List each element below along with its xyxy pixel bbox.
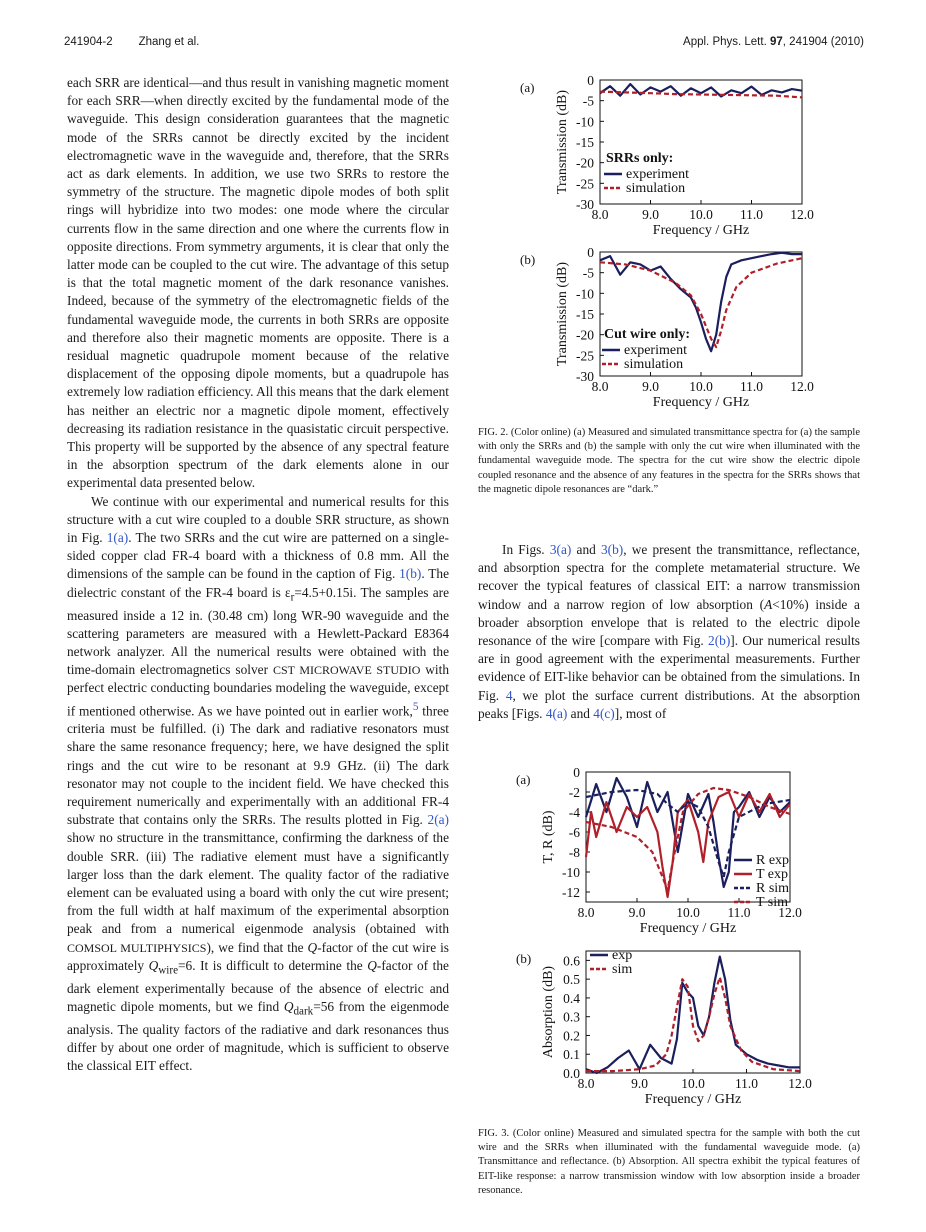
fig2a-y-axis-label: Transmission (dB) [555, 89, 570, 195]
fig2a-ytick-label: -20 [576, 155, 594, 171]
fig2b-legend-entry: simulation [624, 357, 684, 372]
fig4-link[interactable]: 4 [505, 687, 513, 703]
fig2b-legend-entry: experiment [624, 343, 687, 358]
fig1b-link[interactable]: 1(b) [399, 566, 422, 582]
fig3a-y-axis-label: T, R (dB) [541, 810, 556, 864]
fig2b-ytick-label: -30 [576, 369, 594, 384]
fig2b-ytick-label: -20 [576, 327, 594, 343]
fig3a-xtick-label: 9.0 [628, 905, 646, 920]
fig3a-ytick-label: -2 [568, 785, 580, 800]
fig2b-link[interactable]: 2(b) [708, 633, 731, 649]
figure-3 [512, 762, 836, 1115]
fig2a-ytick-label: -5 [582, 93, 594, 109]
fig2a-xtick-label: 12.0 [790, 207, 814, 222]
fig3-caption-block [478, 1127, 860, 1198]
fig2a-ytick-label: 0 [587, 74, 594, 88]
fig2a-xtick-label: 11.0 [739, 207, 764, 222]
fig2b-chart [516, 244, 836, 412]
fig1a-link[interactable]: 1(a) [106, 530, 129, 546]
fig3b-ytick-label: 0.5 [563, 972, 580, 988]
fig3b-xtick-label: 10.0 [681, 1076, 705, 1091]
page-id: 241904-2 [64, 36, 113, 48]
fig2b-xtick-label: 11.0 [739, 379, 764, 394]
fig3b-ytick-label: 0.2 [563, 1028, 580, 1044]
fig2a-link[interactable]: 2(a) [427, 812, 449, 828]
cst-software-name: CST MICROWAVE STUDIO [272, 663, 421, 678]
fig3a-ytick-label: -10 [562, 865, 580, 880]
fig2a-legend-entry: experiment [626, 167, 689, 182]
running-header-left [64, 36, 199, 48]
fig2b-y-axis-label: Transmission (dB) [555, 261, 570, 367]
fig3b-legend-entry: exp [612, 948, 633, 963]
fig3b-ytick-label: 0.6 [563, 953, 580, 969]
fig2b-legend-title: Cut wire only: [604, 327, 691, 342]
running-header-right: Appl. Phys. Lett. 97, 241904 (2010) [683, 36, 864, 48]
fig2b-xtick-label: 10.0 [689, 379, 713, 394]
fig3b-ytick-label: 0.4 [563, 990, 580, 1006]
fig3b-y-axis-label: Absorption (dB) [541, 965, 556, 1059]
journal-name: Appl. Phys. Lett. [683, 36, 767, 48]
paragraph-eit-results: In Figs. 3(a) and 3(b), we present the transmittance, reflectance, and absorption spectra for the complete metamaterial structure. We recover the typical features of classical EIT: a narrow transmission window and a narrow region of low absorption (A<10%) inside a broader absorption envelope that is related to the electric dipole resonance of the wire [compare with Fig. 2(b)]. Our numerical results are in good agreement with the experimental measurements. Further evidence of EIT-like behavior can be obtained from the simulations. In Fig. 4, we plot the surface current distributions. At the absorption peaks [Figs. 4(a) and 4(c)], most of [478, 542, 860, 721]
article-number: 241904 [789, 36, 828, 48]
fig3b-panel-label: (b) [516, 951, 532, 966]
author-line: Zhang et al. [138, 36, 200, 48]
fig2b-xtick-label: 12.0 [790, 379, 814, 394]
fig3a-ytick-label: -12 [562, 885, 580, 900]
fig3b-xtick-label: 12.0 [788, 1076, 812, 1091]
fig3b-xtick-label: 8.0 [577, 1076, 595, 1091]
comsol-software-name: COMSOL MULTIPHYSICS [67, 940, 207, 955]
paragraph-experiment: We continue with our experimental and numerical results for this structure with a cut wire coupled to a double SRR structure, as shown in Fig. 1(a). The two SRRs and the cut wire are patterned on a single-sided copper clad FR-4 board with a thickness of 0.8 mm. All the dimensions of the sample can be found in the caption of Fig. 1(b). The dielectric constant of the FR-4 board is $\varepsilon_r=4.5+0.15i$. The samples are measured inside a 12 in. (30.48 cm) long WR-90 waveguide and the scattering parameters are measured with a Hewlett-Packard E8364 network analyzer. All the numerical results were obtained with the time-domain electromagnetics solver CST MICROWAVE STUDIO with perfect electric conducting boundaries modeling the waveguide, except if mentioned otherwise. As we have pointed out in earlier work,$^5$ three criteria must be fulfilled. (i) The dark and radiative resonators must share the same resonance frequency; here, we have designed the split rings and the cut wire to be resonant at 9.9 GHz. (ii) The dark resonator may not couple to the incident field. We have checked this requirement numerically and experimentally with an additional FR-4 substrate that contains only the SRRs. The results plotted in Fig. 2(a) show no structure in the transmittance, confirming the darkness of the double SRR. (iii) The radiative element must have a significantly larger loss than the dark element. The quality factor of the radiative element can be evaluated using a board with only the cut wire present; from the full width at half maximum of the experimental absorption peak and from a numerical eigenmode analysis (obtained with COMSOL MULTIPHYSICS), we find that the Q-factor of the cut wire is approximately $Q_{wire}=6$. It is difficult to determine the Q-factor of the dark element experimentally because of the absence of electric and magnetic dipole moments, but we find $Q_{dark}=56$ from the eigenmode analysis. The quality factors of the radiative and dark resonances thus differ by about one order of magnitude, which is sufficient to observe the classical EIT effect. [67, 493, 449, 1074]
right-column-text [478, 541, 860, 723]
figure-2 [516, 74, 836, 412]
fig2b-ytick-label: -25 [576, 348, 594, 364]
fig3-caption: FIG. 3. (Color online) Measured and simulated spectra for the sample with both the cut wire and the SRRs when illuminated with the fundamental waveguide mode. (a) Transmittance and reflectance. (b) Absorption. All spectra exhibit the typical features of EIT-like response: a narrow transmission window with low absorption inside a broader resonance. [478, 1128, 860, 1196]
fig2a-xtick-label: 8.0 [591, 207, 609, 222]
fig3a-ytick-label: 0 [573, 765, 580, 780]
fig3a-xtick-label: 10.0 [676, 905, 700, 920]
fig3b-ytick-label: 0.1 [563, 1047, 580, 1063]
fig3a-legend-entry: R exp [756, 853, 790, 868]
fig3a-legend-entry: T sim [756, 895, 789, 910]
fig2a-ytick-label: -30 [576, 197, 594, 212]
fig2a-ytick-label: -25 [576, 176, 594, 192]
fig2b-ytick-label: -10 [576, 286, 594, 302]
fig3a-panel-label: (a) [516, 772, 531, 787]
fig3a-xtick-label: 11.0 [727, 905, 751, 920]
fig3a-legend-entry: T exp [756, 867, 789, 882]
fig3b-x-axis-label: Frequency / GHz [644, 1092, 742, 1107]
fig2a-ytick-label: -15 [576, 135, 594, 150]
fig3a-link[interactable]: 3(a) [549, 542, 572, 557]
fig3b-legend-entry: sim [612, 962, 633, 977]
volume-number: 97 [769, 36, 783, 48]
fig2b-x-axis-label: Frequency / GHz [652, 395, 750, 410]
fig3a-x-axis-label: Frequency / GHz [639, 921, 737, 936]
fig2a-x-axis-label: Frequency / GHz [652, 223, 750, 238]
fig4c-link[interactable]: 4(c) [593, 705, 615, 721]
fig2b-xtick-label: 8.0 [591, 379, 609, 394]
left-column [67, 74, 449, 1075]
fig3a-legend-entry: R sim [756, 881, 790, 896]
fig2b-ytick-label: -5 [582, 265, 594, 281]
fig3a-chart [512, 762, 836, 940]
fig3a-ytick-label: -6 [568, 825, 580, 840]
year: (2010) [830, 36, 864, 48]
fig2b-panel-label: (b) [520, 252, 536, 267]
fig3b-xtick-label: 11.0 [734, 1076, 759, 1091]
fig2b-xtick-label: 9.0 [642, 379, 659, 394]
fig2a-xtick-label: 10.0 [689, 207, 713, 222]
fig2a-panel-label: (a) [520, 80, 535, 95]
fig2b-ytick-label: -15 [576, 307, 594, 322]
reference-5-link[interactable]: 5 [412, 700, 419, 713]
fig2a-ytick-label: -10 [576, 114, 594, 130]
fig4a-link[interactable]: 4(a) [545, 705, 568, 721]
fig3b-chart [512, 945, 836, 1115]
fig2-caption-block [478, 426, 860, 497]
fig2a-legend-entry: simulation [626, 181, 686, 196]
fig3b-ytick-label: 0.3 [563, 1009, 580, 1025]
fig2a-legend-title: SRRs only: [606, 151, 674, 166]
paragraph-dark-element: each SRR are identical—and thus result in vanishing magnetic moment for each SRR—when directly excited by the fundamental mode of the waveguide. This design consideration guarantees that the magnetic mode of the SRRs cannot be directly excited by the incident electromagnetic wave in the waveguide and, therefore, that the SRRs act as dark elements. In addition, we use two SRRs to restore the symmetry of the structure. The magnetic dipole modes of both split rings will hybridize into two modes: one mode where the circular currents flow in the same direction and one where the currents flow in opposite directions. From symmetry arguments, it is clear that only the latter mode can be coupled to the cut wire. The advantage of this setup is that the total magnetic moment of the dark resonance vanishes. Indeed, because of the symmetry of the electromagnetic fields of the fundamental waveguide mode, the currents in both SRRs are opposite and therefore also their magnetic moments are opposite. There is a residual magnetic quadrupole moment because of the relative displacement of the opposing dipole moments, but a quadrupole has extremely low radiation efficiency. All this means that the dark element has neither an electric nor a magnetic dipole moment, effectively decreasing its radiation resistance in the quasistatic circuit perspective. This property will be supported by the absence of any spectral feature in the absorption spectrum of the dark elements alone in our experimental data presented below. [67, 75, 449, 491]
fig3b-xtick-label: 9.0 [631, 1076, 648, 1091]
fig2b-ytick-label: 0 [587, 245, 594, 260]
fig2a-xtick-label: 9.0 [642, 207, 659, 222]
fig3a-ytick-label: -4 [568, 805, 580, 820]
fig3a-ytick-label: -8 [568, 845, 580, 860]
fig3b-ytick-label: 0.0 [563, 1066, 580, 1081]
fig3a-xtick-label: 8.0 [577, 905, 595, 920]
fig2-caption: FIG. 2. (Color online) (a) Measured and simulated transmittance spectra for (a) the sample with only the SRRs and (b) the sample with only the cut wire when illuminated with the fundamental waveguide mode. The spectra for the cut wire show the electric dipole coupled resonance and the absence of any features in the spectra for the SRRs shows that the magnetic dipole resonances are “dark.” [478, 427, 860, 495]
fig3b-link[interactable]: 3(b) [600, 542, 624, 557]
fig2a-chart [516, 74, 836, 239]
fig3a-xtick-label: 12.0 [778, 905, 802, 920]
